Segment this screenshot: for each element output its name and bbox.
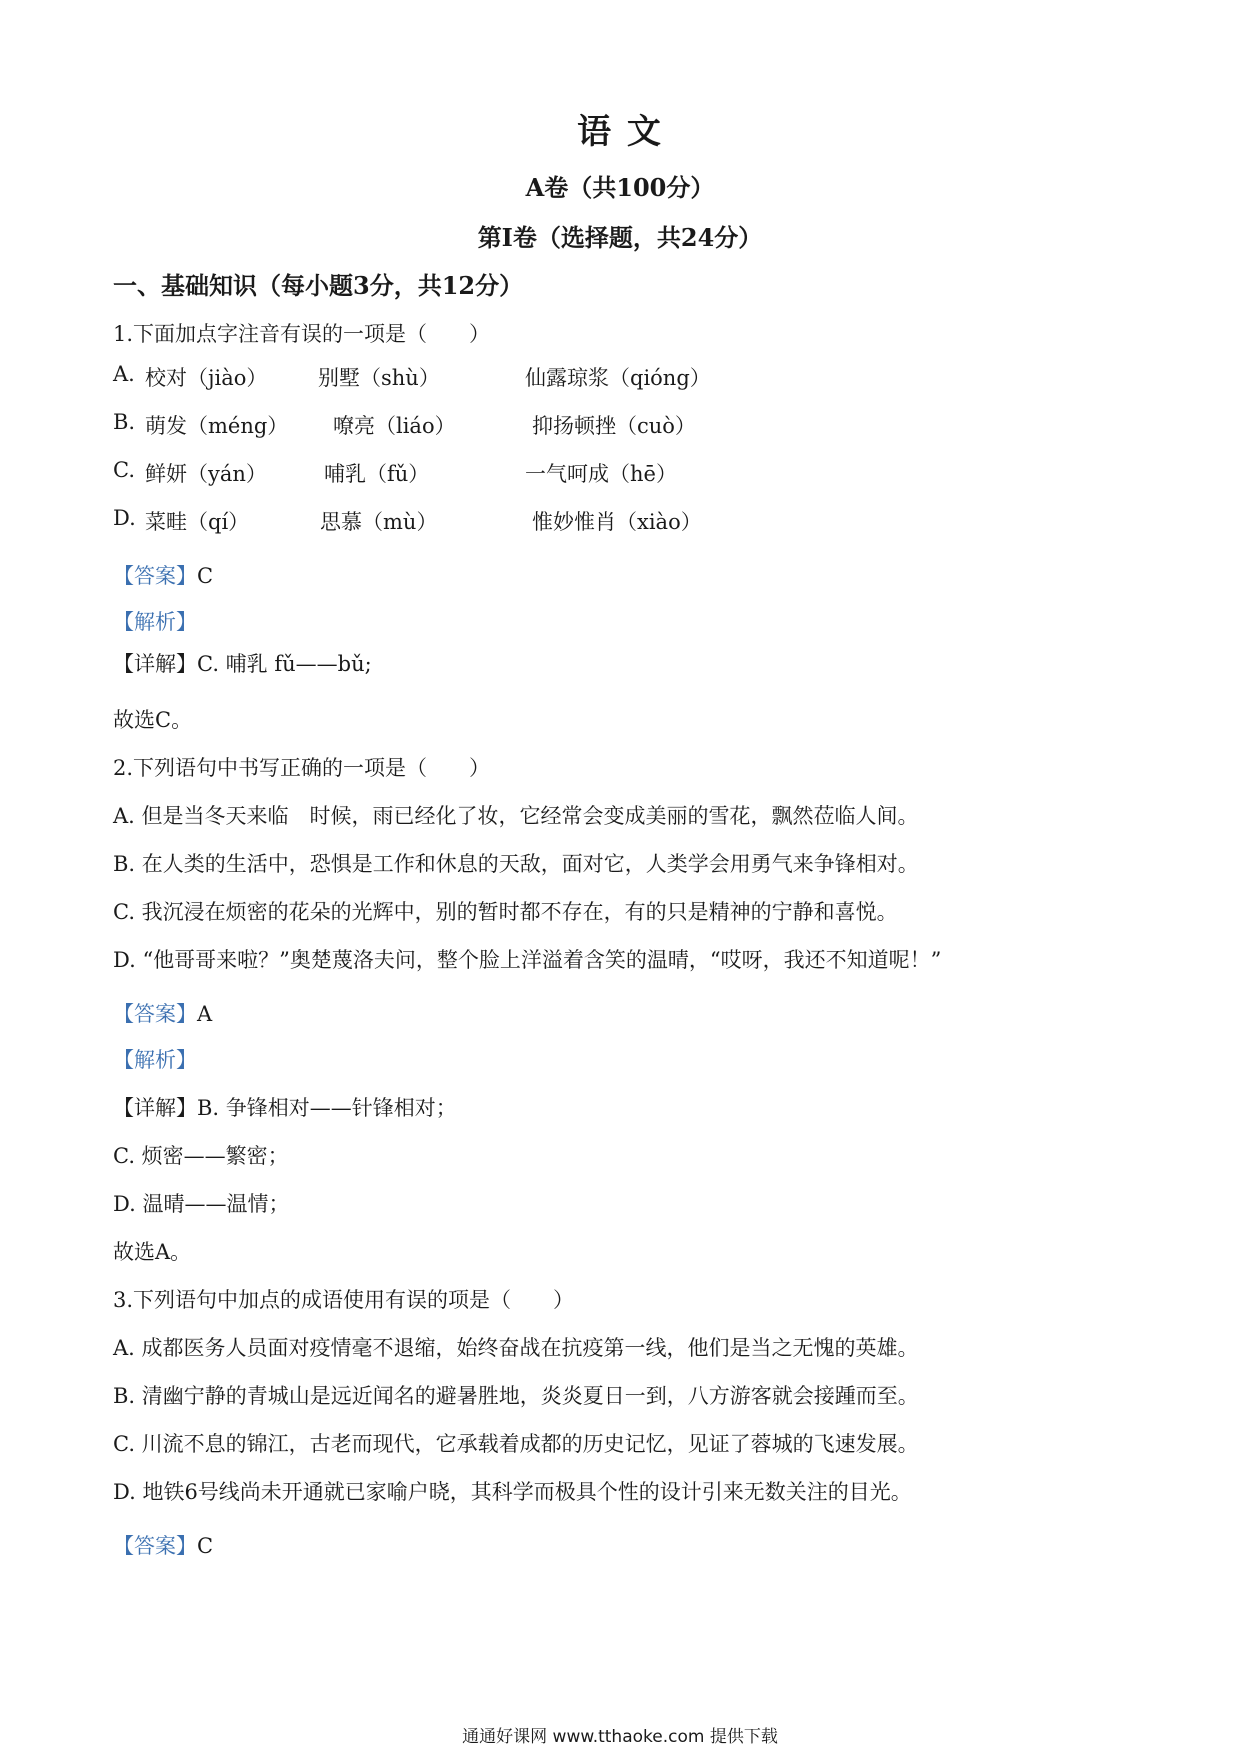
q2-option-c: C. 我沉浸在烦密的花朵的光辉中，别的暂时都不存在，有的只是精神的宁静和喜悦。 [113, 900, 898, 924]
part-title: 第Ⅰ卷（选择题，共24分） [477, 223, 763, 252]
question-2-stem: 2.下列语句中书写正确的一项是（ ） [113, 756, 491, 780]
q1-option-a-item-2: 别墅（shù） [318, 366, 440, 390]
q2-detail-1: 【详解】B. 争锋相对——针锋相对； [113, 1096, 457, 1120]
q2-analysis-tag: 【解析】 [113, 1048, 197, 1072]
q2-option-b: B. 在人类的生活中，恐惧是工作和休息的天敌，面对它，人类学会用勇气来争锋相对。 [113, 852, 919, 876]
q3-option-b: B. 清幽宁静的青城山是远近闻名的避暑胜地，炎炎夏日一到，八方游客就会接踵而至。 [113, 1384, 919, 1408]
q1-option-b-item-3: 抑扬顿挫（cuò） [532, 414, 696, 438]
answer-value: C [197, 564, 214, 588]
answer-tag: 【答案】 [113, 1002, 197, 1026]
q1-option-b-label: B. [113, 410, 136, 434]
answer-value: C [197, 1534, 214, 1558]
page-title: 语 文 [577, 112, 663, 152]
answer-tag: 【答案】 [113, 1534, 197, 1558]
q1-option-a-item-1: 校对（jiào） [145, 366, 268, 390]
section-heading: 一、基础知识（每小题3分，共12分） [113, 271, 524, 300]
q1-conclusion: 故选C。 [113, 708, 193, 732]
q2-option-a: A. 但是当冬天来临 时候，雨已经化了妆，它经常会变成美丽的雪花，飘然莅临人间。 [113, 804, 919, 828]
q1-option-d-item-3: 惟妙惟肖（xiào） [532, 510, 702, 534]
q3-option-d: D. 地铁6号线尚未开通就已家喻户晓，其科学而极具个性的设计引来无数关注的目光。 [113, 1480, 912, 1504]
q3-option-c: C. 川流不息的锦江，古老而现代，它承载着成都的历史记忆，见证了蓉城的飞速发展。 [113, 1432, 919, 1456]
q1-option-d-label: D. [113, 506, 136, 530]
q2-answer [113, 998, 212, 1028]
q2-option-d: D. “他哥哥来啦？”奥楚蔑洛夫问，整个脸上洋溢着含笑的温晴，“哎呀，我还不知道呢！” [113, 948, 942, 972]
q2-detail-3: D. 温晴——温情； [113, 1192, 290, 1216]
paper-subtitle: A卷（共100分） [525, 173, 715, 202]
q1-option-b-item-2: 嘹亮（liáo） [333, 414, 456, 438]
q1-option-c-item-2: 哺乳（fǔ） [324, 462, 430, 486]
q1-option-d-item-1: 菜畦（qí） [145, 510, 250, 534]
q1-option-c-item-1: 鲜妍（yán） [145, 462, 267, 486]
q1-option-c-item-3: 一气呵成（hē） [525, 462, 677, 486]
q2-conclusion: 故选A。 [113, 1240, 192, 1264]
question-1-stem: 1.下面加点字注音有误的一项是（ ） [113, 322, 491, 346]
q2-detail-2: C. 烦密——繁密； [113, 1144, 289, 1168]
q1-option-d-item-2: 思慕（mù） [320, 510, 438, 534]
q1-answer [113, 560, 213, 590]
q1-detail: 【详解】C. 哺乳 fǔ——bǔ; [113, 652, 372, 676]
answer-value: A [197, 1002, 213, 1026]
answer-tag: 【答案】 [113, 564, 197, 588]
q1-analysis-tag: 【解析】 [113, 610, 197, 634]
q3-answer [113, 1530, 213, 1560]
q1-option-b-item-1: 萌发（méng） [145, 414, 289, 438]
question-3-stem: 3.下列语句中加点的成语使用有误的项是（ ） [113, 1288, 575, 1312]
q3-option-a: A. 成都医务人员面对疫情毫不退缩，始终奋战在抗疫第一线，他们是当之无愧的英雄。 [113, 1336, 919, 1360]
footer-source: 通通好课网 www.tthaoke.com 提供下载 [462, 1727, 778, 1747]
q1-option-a-label: A. [113, 362, 135, 386]
q1-option-a-item-3: 仙露琼浆（qióng） [525, 366, 711, 390]
q1-option-c-label: C. [113, 458, 135, 482]
